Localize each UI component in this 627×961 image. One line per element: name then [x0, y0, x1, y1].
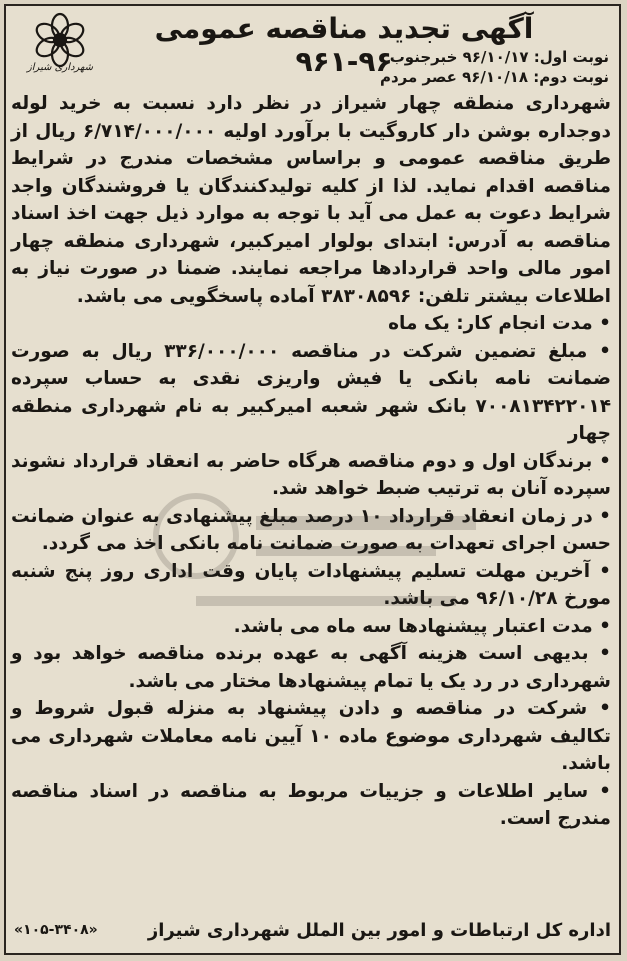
bullet-performance-bond: • در زمان انعقاد قرارداد ۱۰ درصد مبلغ پیشنهادی به عنوان ضمانت حسن اجرای تعهدات به صورت ضمانت نامه بانکی اخذ می گردد.	[11, 503, 611, 558]
notice-footer	[14, 915, 611, 945]
bullet-guarantee: • مبلغ تضمین شرکت در مناقصه ۳۳۶/۰۰۰/۰۰۰ ریال به صورت ضمانت نامه بانکی یا فیش واریزی نقدی به حساب سپرده ۷۰۰۸۱۳۴۲۲۰۱۴ بانک شهر شعبه امیرکبیر به نام شهرداری منطقه چهار	[11, 338, 611, 448]
bullet-deadline: • آخرین مهلت تسلیم پیشنهادات پایان وقت اداری روز پنج شنبه مورخ ۹۶/۱۰/۲۸ می باشد.	[11, 558, 611, 613]
bullet-conditions: • شرکت در مناقصه و دادن پیشنهاد به منزله قبول شروط و تکالیف شهرداری موضوع ماده ۱۰ آیین نامه معاملات شهرداری می باشد.	[11, 695, 611, 778]
tender-notice	[4, 4, 621, 955]
bullet-winners: • برندگان اول و دوم مناقصه هرگاه حاضر به انعقاد قرارداد نشوند سپرده آنان به ترتیب ضبط خواهد شد.	[11, 448, 611, 503]
bullet-advert-cost: • بدیهی است هزینه آگهی به عهده برنده مناقصه خواهد بود و شهرداری در رد یک یا تمام پیشنهادها مختار می باشد.	[11, 640, 611, 695]
shiraz-municipality-logo-icon	[14, 12, 106, 86]
notice-body	[11, 90, 611, 833]
second-publication-line: نوبت دوم: ۹۶/۱۰/۱۸ عصر مردم	[379, 68, 609, 86]
bullet-duration: • مدت انجام کار: یک ماه	[11, 310, 611, 338]
logo-caption: شهرداری شیراز	[26, 62, 94, 73]
intro-paragraph: شهرداری منطقه چهار شیراز در نظر دارد نسبت به خرید لوله دوجداره بوشن دار کاروگیت با برآورد اولیه ۶/۷۱۴/۰۰۰/۰۰۰ ریال از طریق مناقصه عمومی و براساس مشخصات مندرج در شرایط مناقصه اقدام نماید. لذا از کلیه تولیدکنندگان یا فروشندگان واجد شرایط دعوت به عمل می آید با توجه به موارد ذیل جهت اخذ اسناد مناقصه به آدرس: ابتدای بولوار امیرکبیر، شهرداری منطقه چهار امور مالی واحد قراردادها مراجعه نمایند. ضمنا در صورت نیاز به اطلاعات بیشتر تلفن: ۳۸۳۰۸۵۹۶ آماده پاسخگویی می باشد.	[11, 93, 611, 307]
first-publication-line: نوبت اول: ۹۶/۱۰/۱۷ خبرجنوب	[389, 48, 609, 66]
notice-header	[6, 6, 619, 86]
issuing-department: اداره کل ارتباطات و امور بین الملل شهرداری شیراز	[147, 919, 611, 941]
notice-code: «۱۰۵-۳۴۰۸»	[14, 922, 98, 938]
page-title: آگهی تجدید مناقصه عمومی ۹۶-۹۶۱	[154, 12, 534, 78]
bullet-other-info: • سایر اطلاعات و جزییات مربوط به مناقصه در اسناد مناقصه مندرج است.	[11, 778, 611, 833]
bullet-validity: • مدت اعتبار پیشنهادها سه ماه می باشد.	[11, 613, 611, 641]
